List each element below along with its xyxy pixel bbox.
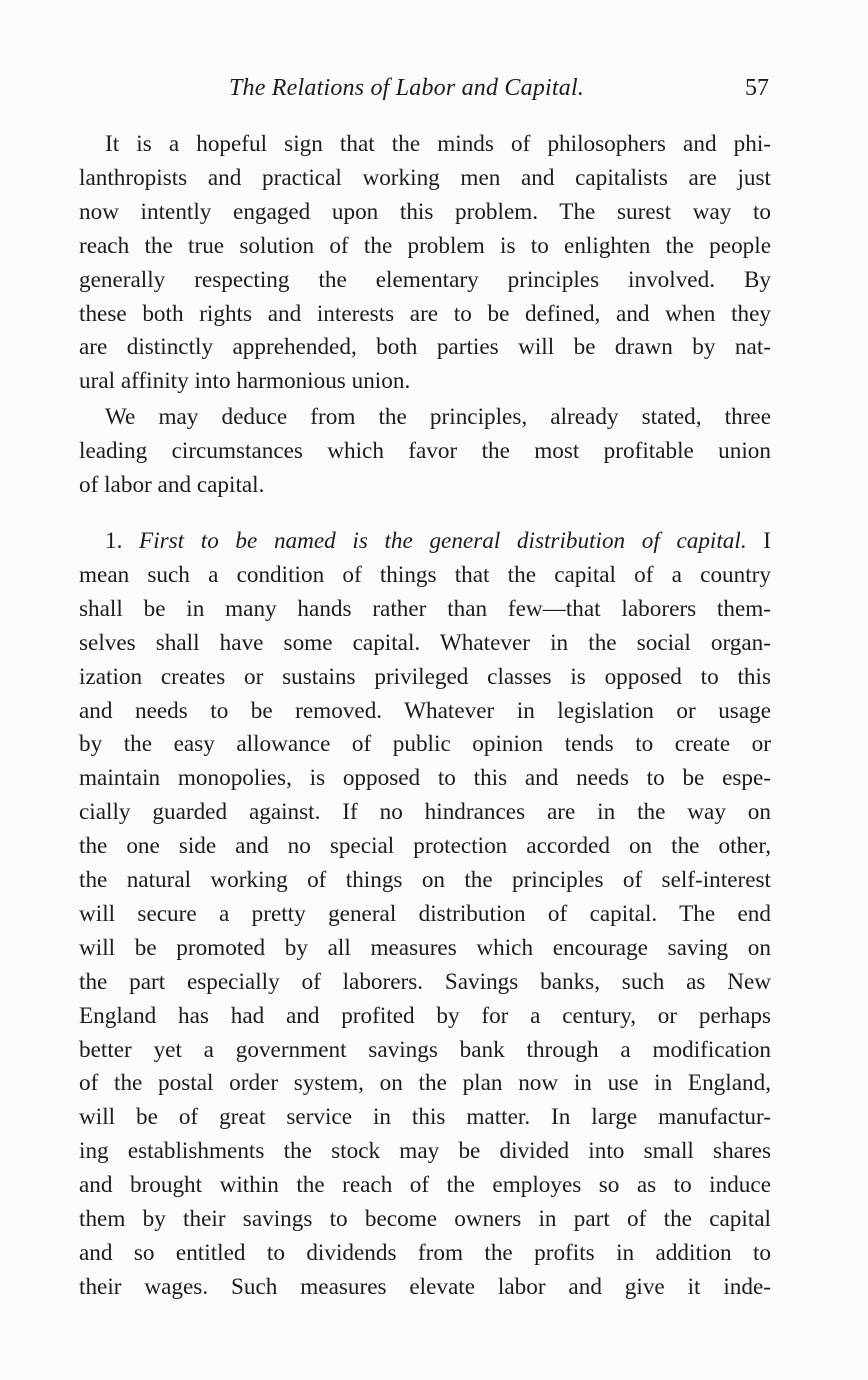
text-line: mean such a condition of things that the capital of a country <box>79 561 771 588</box>
section-number: 1. <box>105 527 123 554</box>
paragraph-2 <box>79 401 771 503</box>
text-line: their wages. Such measures elevate labor and give it inde- <box>79 1273 771 1300</box>
text-line: of the postal order system, on the plan now in use in England, <box>79 1070 771 1097</box>
text-line: reach the true solution of the problem is to enlighten the people <box>79 232 771 259</box>
paragraph-3 <box>79 525 771 1305</box>
running-header <box>79 70 771 106</box>
text-line: cially guarded against. If no hindrances are in the way on <box>79 799 771 826</box>
page-number: 57 <box>745 75 769 101</box>
text-line: maintain monopolies, is opposed to this and needs to be espe- <box>79 765 771 792</box>
section-heading: First to be named is the general distribution of capital. <box>139 527 747 554</box>
text-line: lanthropists and practical working men and capitalists are just <box>79 164 771 191</box>
text-line: better yet a government savings bank through a modification <box>79 1036 771 1063</box>
text-line: are distinctly apprehended, both parties will be drawn by nat- <box>79 334 771 361</box>
text-line: ural affinity into harmonious union. <box>79 368 411 395</box>
text-line: We may deduce from the principles, already stated, three <box>105 404 771 431</box>
text-line: by the easy allowance of public opinion tends to create or <box>79 731 771 758</box>
text-line: It is a hopeful sign that the minds of philosophers and phi- <box>105 131 771 157</box>
text-line: them by their savings to become owners in part of the capital <box>79 1206 771 1233</box>
text-line: the part especially of laborers. Savings banks, such as New <box>79 968 771 995</box>
text-line: will be promoted by all measures which encourage saving on <box>79 934 771 961</box>
body-text <box>79 128 771 1305</box>
paragraph-1 <box>79 128 771 399</box>
text-line: the natural working of things on the principles of self-interest <box>79 867 771 894</box>
book-page <box>79 70 771 1305</box>
text-line: shall be in many hands rather than few—that laborers them- <box>79 595 771 622</box>
section-heading-line <box>79 525 771 559</box>
text-line: will secure a pretty general distribution of capital. The end <box>79 900 771 927</box>
text-line: and needs to be removed. Whatever in legislation or usage <box>79 697 771 724</box>
text-line: and brought within the reach of the employes so as to induce <box>79 1172 771 1199</box>
text-fragment: I <box>763 527 772 554</box>
text-line: generally respecting the elementary principles involved. By <box>79 266 771 293</box>
text-line: the one side and no special protection accorded on the other, <box>79 833 771 860</box>
text-line: these both rights and interests are to be defined, and when they <box>79 300 771 327</box>
running-title: The Relations of Labor and Capital. <box>229 75 585 101</box>
text-line: England has had and profited by for a century, or perhaps <box>79 1002 771 1029</box>
text-line: will be of great service in this matter. In large manufactur- <box>79 1104 771 1131</box>
text-line: selves shall have some capital. Whatever in the social organ- <box>79 629 771 656</box>
text-line: leading circumstances which favor the most profitable union <box>79 438 771 465</box>
text-line: now intently engaged upon this problem. The surest way to <box>79 198 771 225</box>
text-line: and so entitled to dividends from the profits in addition to <box>79 1240 771 1266</box>
text-line: ing establishments the stock may be divided into small shares <box>79 1138 771 1165</box>
text-line: of labor and capital. <box>79 472 265 499</box>
text-line: ization creates or sustains privileged classes is opposed to this <box>79 663 771 690</box>
